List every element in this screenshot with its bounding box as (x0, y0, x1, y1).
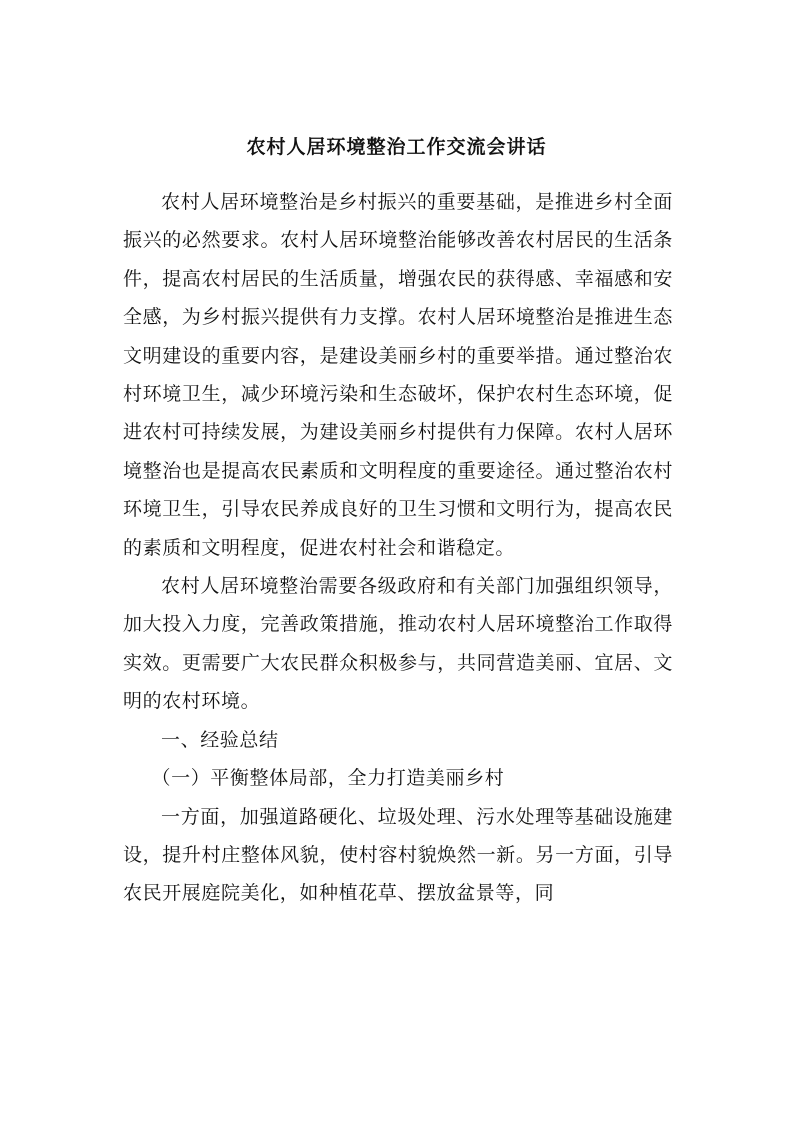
document-body (123, 183, 673, 913)
paragraph-2: 农村人居环境整治需要各级政府和有关部门加强组织领导，加大投入力度，完善政策措施，推动农村人居环境整治工作取得实效。更需要广大农民群众积极参与，共同营造美丽、宜居、文明的农村环境。 (123, 575, 673, 713)
paragraph-1: 农村人居环境整治是乡村振兴的重要基础，是推进乡村全面振兴的必然要求。农村人居环境整治能够改善农村居民的生活条件，提高农村居民的生活质量，增强农民的获得感、幸福感和安全感，为乡村振兴提供有力支撑。农村人居环境整治是推进生态文明建设的重要内容，是建设美丽乡村的重要举措。通过整治农村环境卫生，减少环境污染和生态破坏，保护农村生态环境，促进农村可持续发展，为建设美丽乡村提供有力保障。农村人居环境整治也是提高农民素质和文明程度的重要途径。通过整治农村环境卫生，引导农民养成良好的卫生习惯和文明行为，提高农民的素质和文明程度，促进农村社会和谐稳定。 (123, 191, 673, 559)
document-title: 农村人居环境整治工作交流会讲话 (246, 136, 547, 158)
subsection-heading: （一）平衡整体局部，全力打造美丽乡村 (151, 767, 505, 790)
subsection-paragraph: 一方面，加强道路硬化、垃圾处理、污水处理等基础设施建设，提升村庄整体风貌，使村容村貌焕然一新。另一方面，引导农民开展庭院美化，如种植花草、摆放盆景等，同 (123, 805, 673, 905)
section-heading: 一、经验总结 (161, 728, 279, 751)
